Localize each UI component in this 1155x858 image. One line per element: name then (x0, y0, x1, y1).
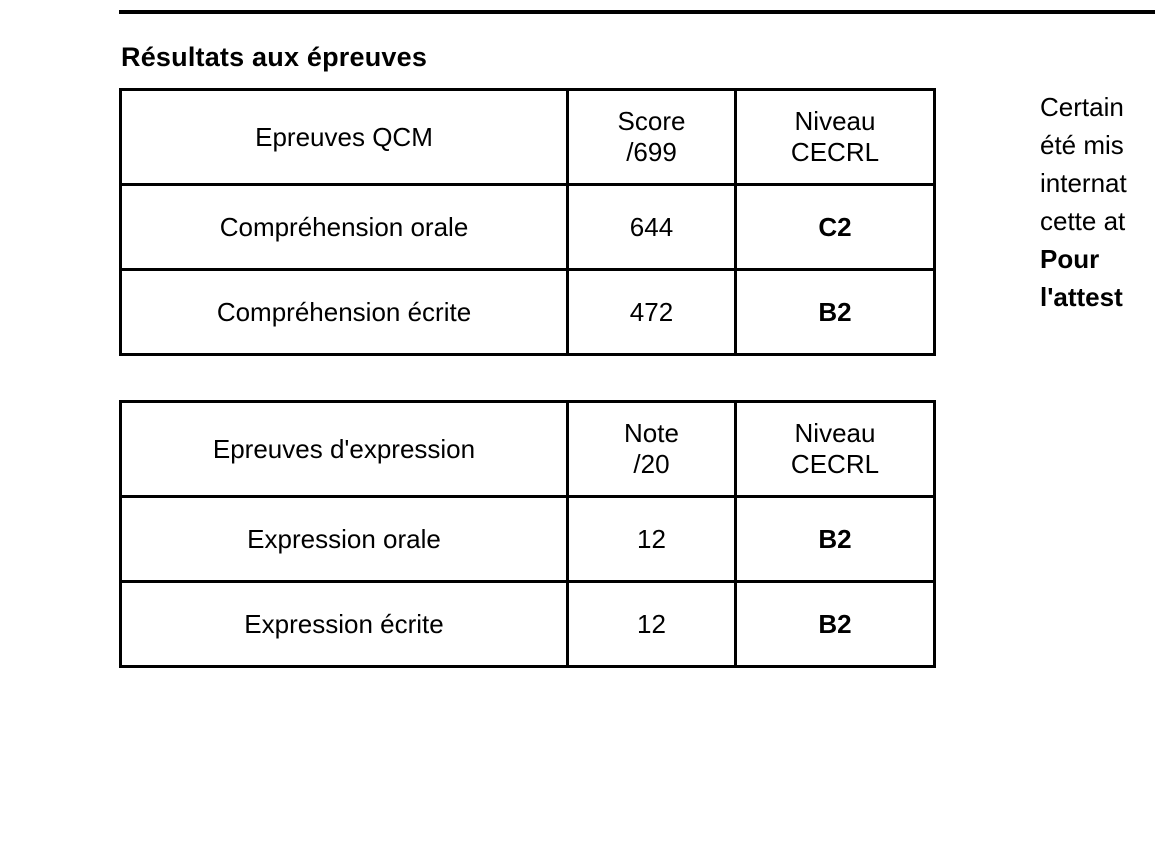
top-horizontal-rule (119, 10, 1155, 14)
row-score: 644 (568, 185, 736, 270)
side-paragraph-line-2: été mis (1040, 130, 1124, 160)
table-header-level-line2: CECRL (790, 449, 880, 479)
table-row (121, 185, 935, 270)
side-paragraph-line-4: cette at (1040, 206, 1126, 236)
row-label: Compréhension écrite (121, 270, 568, 355)
table-header-level-line1: Niveau (794, 418, 876, 449)
side-paragraph-line-5: Pour (1040, 244, 1100, 274)
table-header-score-line1: Score (617, 106, 686, 137)
row-score: 12 (568, 582, 736, 667)
table-header-score-line2: /20 (633, 449, 670, 479)
row-score: 472 (568, 270, 736, 355)
row-label: Expression écrite (121, 582, 568, 667)
table-header-level-line1: Niveau (794, 106, 876, 137)
results-table-expression (119, 400, 936, 668)
table-header-score-line2: /699 (626, 137, 677, 167)
table-header-level (736, 90, 935, 185)
table-header-label: Epreuves QCM (121, 90, 568, 185)
row-score: 12 (568, 497, 736, 582)
row-level: B2 (736, 497, 935, 582)
row-level: B2 (736, 582, 935, 667)
table-header-label: Epreuves d'expression (121, 402, 568, 497)
row-label: Compréhension orale (121, 185, 568, 270)
table-header-score-line1: Note (624, 418, 679, 449)
side-paragraph-line-6: l'attest (1040, 282, 1123, 312)
table-row (121, 497, 935, 582)
table-header-score (568, 402, 736, 497)
side-paragraph-line-1: Certain (1040, 92, 1124, 122)
row-label: Expression orale (121, 497, 568, 582)
table-header-row (121, 90, 935, 185)
table-header-score (568, 90, 736, 185)
side-paragraph-line-3: internat (1040, 168, 1127, 198)
table-row (121, 582, 935, 667)
table-header-level-line2: CECRL (790, 137, 880, 167)
page-title: Résultats aux épreuves (121, 42, 428, 72)
row-level: B2 (736, 270, 935, 355)
results-table-qcm (119, 88, 936, 356)
table-header-row (121, 402, 935, 497)
table-header-level (736, 402, 935, 497)
side-paragraph (1040, 88, 1155, 316)
table-row (121, 270, 935, 355)
row-level: C2 (736, 185, 935, 270)
